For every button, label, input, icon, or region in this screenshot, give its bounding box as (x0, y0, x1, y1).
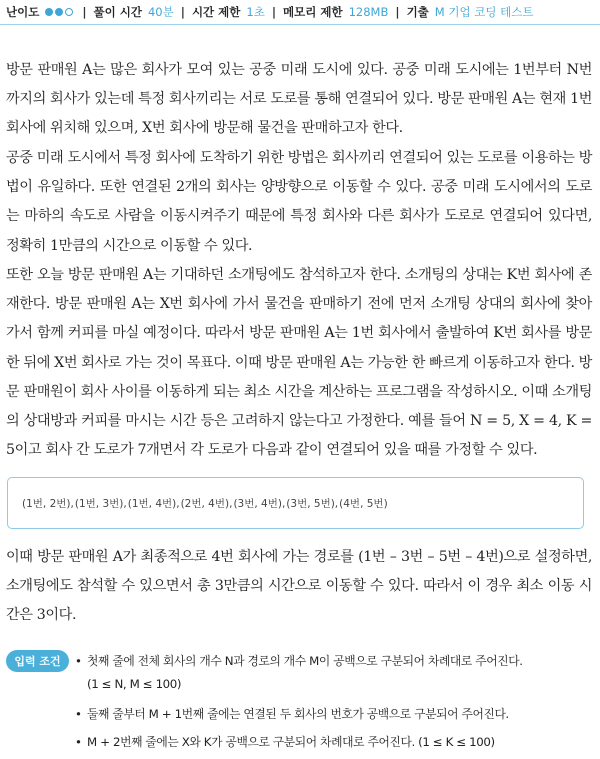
difficulty-dot-filled-icon (55, 8, 63, 16)
example-roads-box (7, 477, 584, 529)
input-conditions-badge: 입력 조건 (6, 650, 69, 672)
meta-separator: | (82, 5, 87, 19)
memory-limit-label: 메모리 제한 (283, 5, 343, 19)
meta-separator: | (395, 5, 400, 19)
meta-separator: | (180, 5, 185, 19)
memory-limit-value: 128MB (348, 5, 389, 19)
difficulty-dot-filled-icon (45, 8, 53, 16)
source-value: M 기업 코딩 테스트 (434, 5, 534, 19)
input-condition-item (75, 651, 595, 694)
road-pair: (1번, 4번), (127, 497, 180, 510)
problem-paragraph: 방문 판매원 A는 많은 회사가 모여 있는 공중 미래 도시에 있다. 공중 미래 도시에는 1번부터 N번까지의 회사가 있는데 특정 회사끼리는 서로 도로를 통해 연결되어 있다. 방문 판매원 A는 현재 1번 회사에 위치해 있으며, X번 회사에 방문해 물건을 판매하고자 한다. (6, 62, 592, 137)
bullet-icon: • (75, 735, 82, 749)
input-condition-text: M + 2번째 줄에는 X와 K가 공백으로 구분되어 차례대로 주어진다. (1 ≤ K ≤ 100) (87, 735, 495, 749)
difficulty-label: 난이도 (6, 5, 40, 19)
source-label: 기출 (406, 5, 429, 19)
road-pair: (1번, 2번), (22, 497, 74, 510)
road-pair: (4번, 5번) (339, 497, 388, 510)
road-pair: (3번, 4번), (233, 497, 286, 510)
input-condition-range: (1 ≤ N, M ≤ 100) (87, 677, 182, 691)
input-condition-text: 첫째 줄에 전체 회사의 개수 N과 경로의 개수 M이 공백으로 구분되어 차례대로 주어진다. (87, 654, 523, 668)
problem-meta-bar (6, 4, 533, 20)
solve-time-value: 40분 (147, 5, 174, 19)
solve-time-label: 풀이 시간 (93, 5, 142, 19)
problem-paragraph: 공중 미래 도시에서 특정 회사에 도착하기 위한 방법은 회사끼리 연결되어 있는 도로를 이용하는 방법이 유일하다. 또한 연결된 2개의 회사는 양방향으로 이동할 수 있다. 공중 미래 도시에서의 도로는 마하의 속도로 사람을 이동시켜주기 때문에 특정 회사와 다른 회사가 도로로 연결되어 있다면, 정확히 1만큼의 시간으로 이동할 수 있다. (6, 150, 592, 254)
input-condition-item (75, 732, 595, 752)
bullet-icon: • (75, 654, 82, 668)
time-limit-value: 1초 (246, 5, 265, 19)
header-divider (0, 24, 600, 25)
difficulty-dot-empty-icon (65, 8, 73, 16)
input-condition-text: 둘째 줄부터 M + 1번째 줄에는 연결된 두 회사의 번호가 공백으로 구분되어 주어진다. (87, 707, 509, 721)
problem-paragraph: 이때 방문 판매원 A가 최종적으로 4번 회사에 가는 경로를 (1번 – 3번 – 5번 – 4번)으로 설정하면, 소개팅에도 참석할 수 있으면서 총 3만큼의 시간으로 이동할 수 있다. 따라서 이 경우 최소 이동 시간은 3이다. (6, 549, 592, 624)
road-pair: (1번, 3번), (74, 497, 127, 510)
bullet-icon: • (75, 707, 82, 721)
input-condition-item (75, 704, 595, 724)
difficulty-dots (45, 8, 75, 16)
road-pair: (3번, 5번), (286, 497, 339, 510)
time-limit-label: 시간 제한 (191, 5, 241, 19)
meta-separator: | (271, 5, 277, 19)
road-pair: (2번, 4번), (180, 497, 233, 510)
problem-paragraph: 또한 오늘 방문 판매원 A는 기대하던 소개팅에도 참석하고자 한다. 소개팅의 상대는 K번 회사에 존재한다. 방문 판매원 A는 X번 회사에 가서 물건을 판매하기 전에 먼저 소개팅 상대의 회사에 찾아가서 함께 커피를 마실 예정이다. 따라서 방문 판매원 A는 1번 회사에서 출발하여 K번 회사를 방문한 뒤에 X번 회사로 가는 것이 목표다. 이때 방문 판매원 A는 가능한 한 빠르게 이동하고자 한다. 방문 판매원이 회사 사이를 이동하게 되는 최소 시간을 계산하는 프로그램을 작성하시오. 이때 소개팅의 상대방과 커피를 마시는 시간 등은 고려하지 않는다고 가정한다. 예를 들어 N = 5, X = 4, K = 5이고 회사 간 도로가 7개면서 각 도로가 다음과 같이 연결되어 있을 때를 가정할 수 있다. (6, 267, 592, 459)
road-pair-list (22, 496, 389, 511)
